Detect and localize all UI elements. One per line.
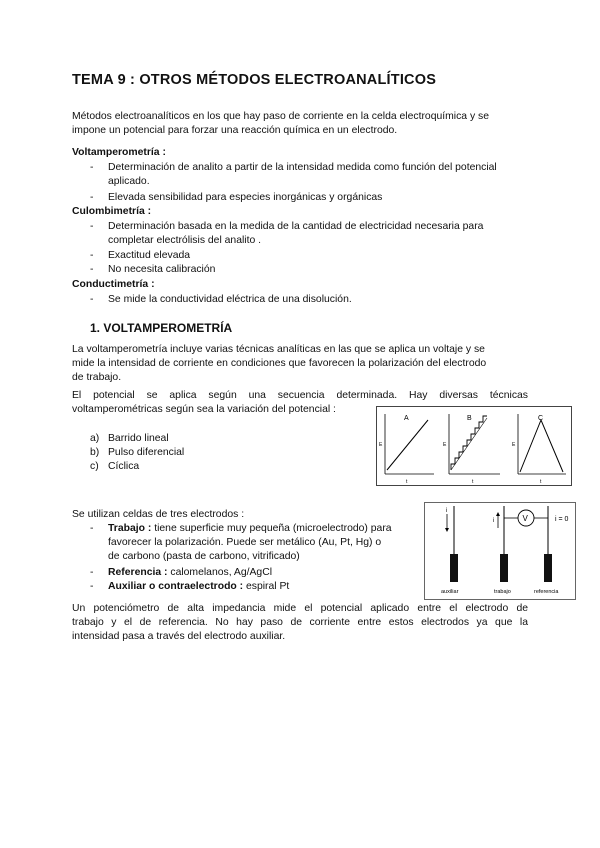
paragraph-line: El potencial se aplica según una secuencia determinada. Hay diversas técnicas	[72, 390, 528, 401]
technique-label: Barrido lineal	[108, 433, 169, 444]
voltmeter-label: V	[522, 514, 528, 523]
list-item-line: Determinación de analito a partir de la intensidad medida como función del potencial	[108, 162, 497, 173]
panel-label: A	[404, 415, 409, 422]
bullet-dash: -	[90, 221, 94, 232]
closing-paragraph	[72, 602, 528, 644]
list-item: Se mide la conductividad eléctrica de una disolución.	[108, 294, 352, 305]
bullet-dash: -	[90, 162, 94, 173]
list-item-line: completar electrólisis del analito .	[108, 235, 262, 246]
method-heading-culombimetria: Culombimetría :	[72, 206, 152, 217]
paragraph-line: voltamperométricas según sea la variación del potencial :	[72, 404, 336, 415]
bullet-dash: -	[90, 192, 94, 203]
list-item-line: Determinación basada en la medida de la cantidad de electricidad necesaria para	[108, 221, 484, 232]
list-item	[108, 161, 528, 189]
technique-label: Pulso diferencial	[108, 447, 185, 458]
intro-line: Métodos electroanalíticos en los que hay paso de corriente en la celda electroquímica y se	[72, 111, 490, 122]
technique-label: Cíclica	[108, 461, 140, 472]
paragraph-line: Un potenciómetro de alta impedancia mide el potencial aplicado entre el electrodo de	[72, 603, 528, 614]
electrode-item-auxiliar	[108, 580, 289, 594]
method-heading-conductimetria: Conductimetría :	[72, 279, 155, 290]
section-heading: 1. VOLTAMPEROMETRÍA	[90, 321, 233, 335]
intro-paragraph	[72, 110, 528, 138]
axis-label: E	[379, 442, 383, 448]
list-item: No necesita calibración	[108, 264, 216, 275]
electrode-desc: calomelanos, Ag/AgCl	[167, 567, 273, 578]
intro-line: impone un potencial para forzar una reacción química en un electrodo.	[72, 125, 398, 136]
electrode-auxiliar	[450, 554, 458, 582]
electrode-desc: favorecer la polarización. Puede ser metálico (Au, Pt, Hg) o	[108, 537, 382, 548]
paragraph-line: mide la intensidad de corriente en condiciones que favorecen la polarización del electrodo	[72, 358, 487, 369]
paragraph-line: trabajo y el de referencia. No hay paso de corriente entre estos electrodos ya que la	[72, 617, 528, 628]
electrode-name: Auxiliar o contraelectrodo :	[108, 581, 244, 592]
technique-marker: c)	[90, 461, 99, 472]
zero-current-label: i = 0	[555, 516, 569, 523]
method-heading-voltamperometria: Voltamperometría :	[72, 147, 166, 158]
electrode-name: Referencia :	[108, 567, 168, 578]
current-label: i	[446, 508, 448, 514]
axis-label: E	[512, 442, 516, 448]
cells-intro: Se utilizan celdas de tres electrodos :	[72, 509, 245, 520]
electrode-desc: de carbono (pasta de carbono, vitrificado)	[108, 551, 300, 562]
electrode-trabajo	[500, 554, 508, 582]
list-item: Elevada sensibilidad para especies inorgánicas y orgánicas	[108, 192, 383, 203]
panel-label: C	[538, 415, 544, 422]
current-label: i	[493, 518, 495, 524]
list-item	[108, 220, 528, 248]
electrode-desc: tiene superficie muy pequeña (microelectrodo) para	[151, 523, 392, 534]
bullet-dash: -	[90, 264, 94, 275]
page-title: TEMA 9 : OTROS MÉTODOS ELECTROANALÍTICOS	[72, 72, 437, 88]
electrode-item-trabajo	[108, 522, 408, 564]
axis-label: t	[406, 479, 408, 485]
electrode-desc: espiral Pt	[243, 581, 290, 592]
paragraph-line: intensidad pasa a través del electrodo auxiliar.	[72, 631, 286, 642]
electrode-referencia	[544, 554, 552, 582]
technique-marker: a)	[90, 433, 100, 444]
electrode-label: referencia	[534, 589, 559, 595]
electrode-item-referencia	[108, 566, 272, 580]
electrode-label: auxiliar	[441, 589, 459, 595]
list-item: Exactitud elevada	[108, 250, 191, 261]
paragraph-line: La voltamperometría incluye varias técnicas analíticas en las que se aplica un voltaje y se	[72, 344, 485, 355]
bullet-dash: -	[90, 581, 94, 592]
paragraph-line: de trabajo.	[72, 372, 122, 383]
axis-label: t	[472, 479, 474, 485]
list-item-line: aplicado.	[108, 176, 150, 187]
electrode-label: trabajo	[494, 589, 511, 595]
waveform-figure	[376, 406, 572, 486]
bullet-dash: -	[90, 250, 94, 261]
three-electrode-figure	[424, 502, 576, 600]
technique-marker: b)	[90, 447, 100, 458]
bullet-dash: -	[90, 523, 94, 534]
panel-label: B	[467, 415, 472, 422]
axis-label: t	[540, 479, 542, 485]
electrode-name: Trabajo :	[108, 523, 152, 534]
section-paragraph	[72, 343, 528, 385]
bullet-dash: -	[90, 567, 94, 578]
axis-label: E	[443, 442, 447, 448]
bullet-dash: -	[90, 294, 94, 305]
